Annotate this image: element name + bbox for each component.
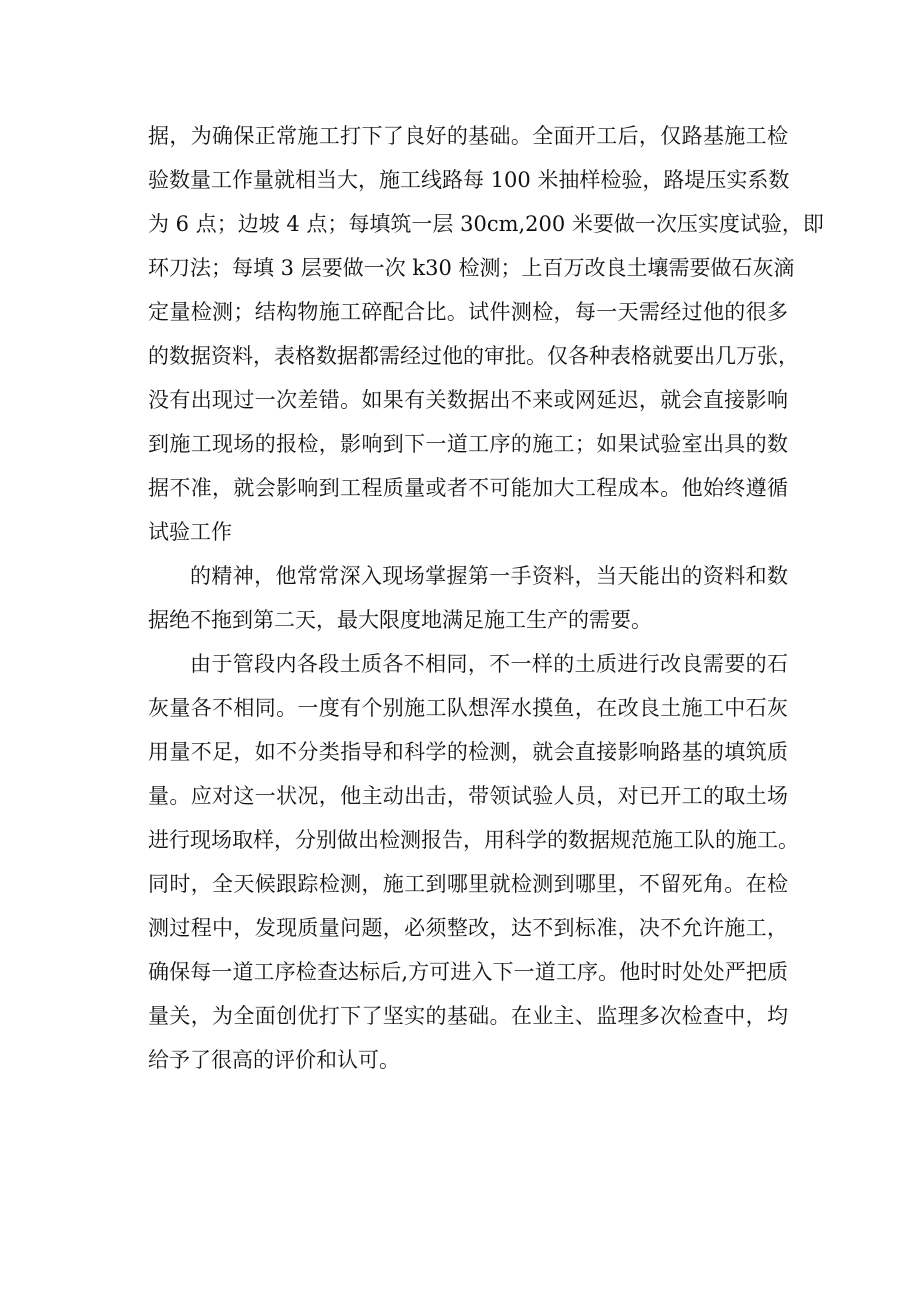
text-line: 试验工作 — [148, 520, 232, 544]
text-line: 同时，全天候跟踪检测，施工到哪里就检测到哪里，不留死角。在检 — [148, 872, 788, 896]
text-line: 给予了很高的评价和认可。 — [148, 1048, 400, 1072]
text-line: 到施工现场的报检，影响到下一道工序的施工；如果试验室出具的数 — [148, 432, 788, 456]
text-line: 的精神，他常常深入现场掌握第一手资料，当天能出的资料和数 — [190, 564, 788, 588]
text-line: 进行现场取样，分别做出检测报告，用科学的数据规范施工队的施工。 — [148, 828, 799, 852]
text-line: 为 6 点；边坡 4 点；每填筑一层 30cm,200 米要做一次压实度试验，即 — [148, 212, 824, 236]
text-line: 测过程中，发现质量问题，必须整改，达不到标准，决不允许施工， — [148, 916, 788, 940]
text-line: 验数量工作量就相当大，施工线路每 100 米抽样检验，路堤压实系数 — [148, 168, 790, 192]
body-text — [148, 114, 824, 1082]
text-line: 定量检测；结构物施工碎配合比。试件测检，每一天需经过他的很多 — [148, 300, 788, 324]
text-line: 据不准，就会影响到工程质量或者不可能加大工程成本。他始终遵循 — [148, 476, 788, 500]
text-line: 确保每一道工序检查达标后,方可进入下一道工序。他时时处处严把质 — [148, 960, 788, 984]
text-line: 量。应对这一状况，他主动出击，带领试验人员，对已开工的取土场 — [148, 784, 788, 808]
text-line: 据绝不拖到第二天，最大限度地满足施工生产的需要。 — [148, 608, 652, 632]
paragraph-2 — [148, 554, 788, 642]
text-line: 量关，为全面创优打下了坚实的基础。在业主、监理多次检查中，均 — [148, 1004, 788, 1028]
paragraph-3 — [148, 642, 799, 1082]
paragraph-1 — [148, 114, 824, 554]
text-line: 灰量各不相同。一度有个别施工队想浑水摸鱼，在改良土施工中石灰 — [148, 696, 788, 720]
text-line: 用量不足，如不分类指导和科学的检测，就会直接影响路基的填筑质 — [148, 740, 788, 764]
text-line: 没有出现过一次差错。如果有关数据出不来或网延迟，就会直接影响 — [148, 388, 788, 412]
text-line: 由于管段内各段土质各不相同，不一样的土质进行改良需要的石 — [190, 652, 788, 676]
text-line: 环刀法；每填 3 层要做一次 k30 检测；上百万改良土壤需要做石灰滴 — [148, 256, 795, 280]
text-line: 据，为确保正常施工打下了良好的基础。全面开工后，仅路基施工检 — [148, 124, 788, 148]
text-line: 的数据资料，表格数据都需经过他的审批。仅各种表格就要出几万张， — [148, 344, 799, 368]
